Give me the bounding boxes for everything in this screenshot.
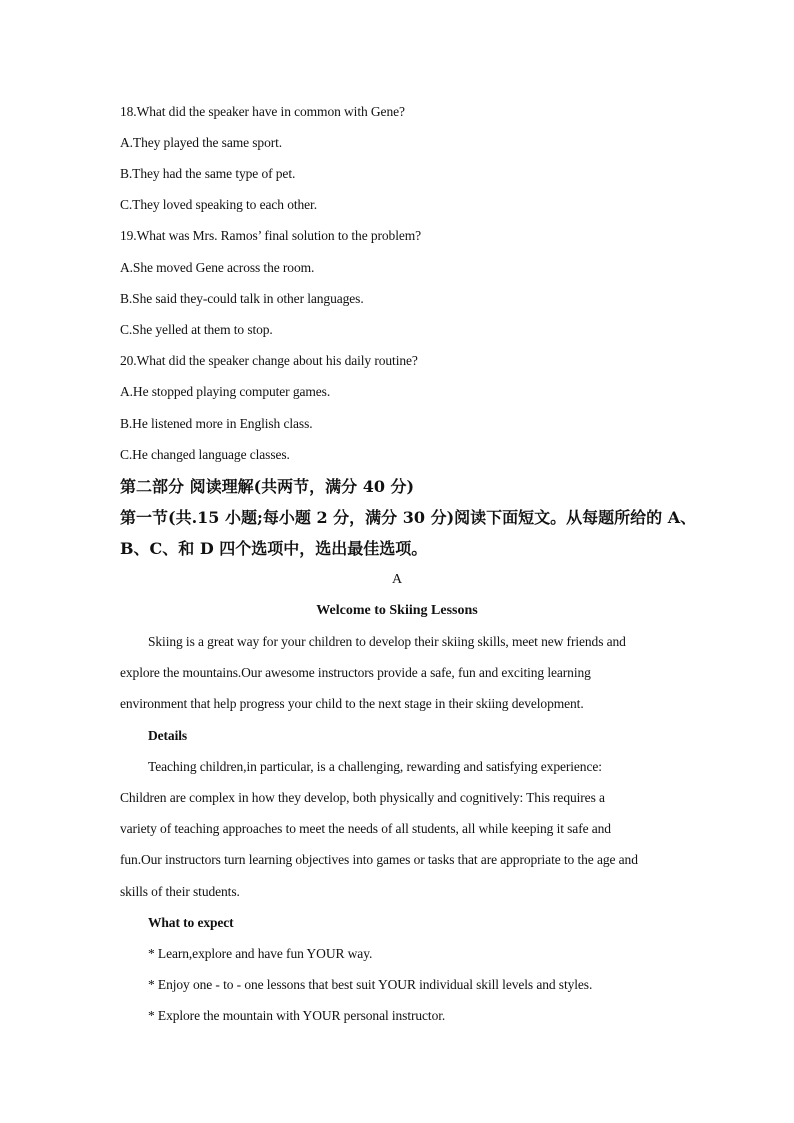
intro-line-1: Skiing is a great way for your children to develop their skiing skills, meet new friends and	[148, 634, 626, 649]
question-18-option-a: A.They played the same sport.	[120, 135, 283, 150]
passage-letter: A	[391, 572, 403, 587]
details-line-5: skills of their students.	[120, 884, 240, 899]
expect-item-1: * Learn,explore and have fun YOUR way.	[148, 946, 373, 961]
question-20-stem: 20.What did the speaker change about his daily routine?	[120, 353, 418, 368]
question-18-stem: 18.What did the speaker have in common with Gene?	[120, 104, 405, 119]
section-instruction-line-1: 第一节(共.15 小题;每小题 2 分，满分 30 分)阅读下面短文。从每题所给的 A、	[120, 508, 697, 527]
details-heading: Details	[148, 728, 188, 743]
question-19-stem: 19.What was Mrs. Ramos’ final solution to the problem?	[120, 228, 422, 243]
question-19-option-b: B.She said they-could talk in other languages.	[120, 291, 364, 306]
question-20-option-c: C.He changed language classes.	[120, 447, 290, 462]
part-heading: 第二部分 阅读理解(共两节，满分 40 分)	[120, 477, 415, 496]
details-line-1: Teaching children,in particular, is a challenging, rewarding and satisfying experience:	[148, 759, 602, 774]
question-18-option-c: C.They loved speaking to each other.	[120, 197, 317, 212]
expect-item-3: * Explore the mountain with YOUR personal instructor.	[148, 1008, 446, 1023]
intro-line-2: explore the mountains.Our awesome instructors provide a safe, fun and exciting learning	[120, 665, 591, 680]
question-18-option-b: B.They had the same type of pet.	[120, 166, 296, 181]
details-line-3: variety of teaching approaches to meet the needs of all students, all while keeping it safe and	[120, 821, 611, 836]
section-instruction-line-2: B、C、和 D 四个选项中，选出最佳选项。	[120, 539, 428, 558]
expect-item-2: * Enjoy one - to - one lessons that best suit YOUR individual skill levels and styles.	[148, 977, 593, 992]
expect-heading: What to expect	[148, 915, 234, 930]
question-19-option-a: A.She moved Gene across the room.	[120, 260, 315, 275]
question-19-option-c: C.She yelled at them to stop.	[120, 322, 273, 337]
intro-line-3: environment that help progress your child to the next stage in their skiing development.	[120, 696, 584, 711]
question-20-option-b: B.He listened more in English class.	[120, 416, 313, 431]
question-20-option-a: A.He stopped playing computer games.	[120, 384, 331, 399]
details-line-2: Children are complex in how they develop, both physically and cognitively: This requires a	[120, 790, 605, 805]
details-line-4: fun.Our instructors turn learning objectives into games or tasks that are appropriate to the age and	[120, 852, 638, 867]
passage-title: Welcome to Skiing Lessons	[316, 603, 478, 618]
